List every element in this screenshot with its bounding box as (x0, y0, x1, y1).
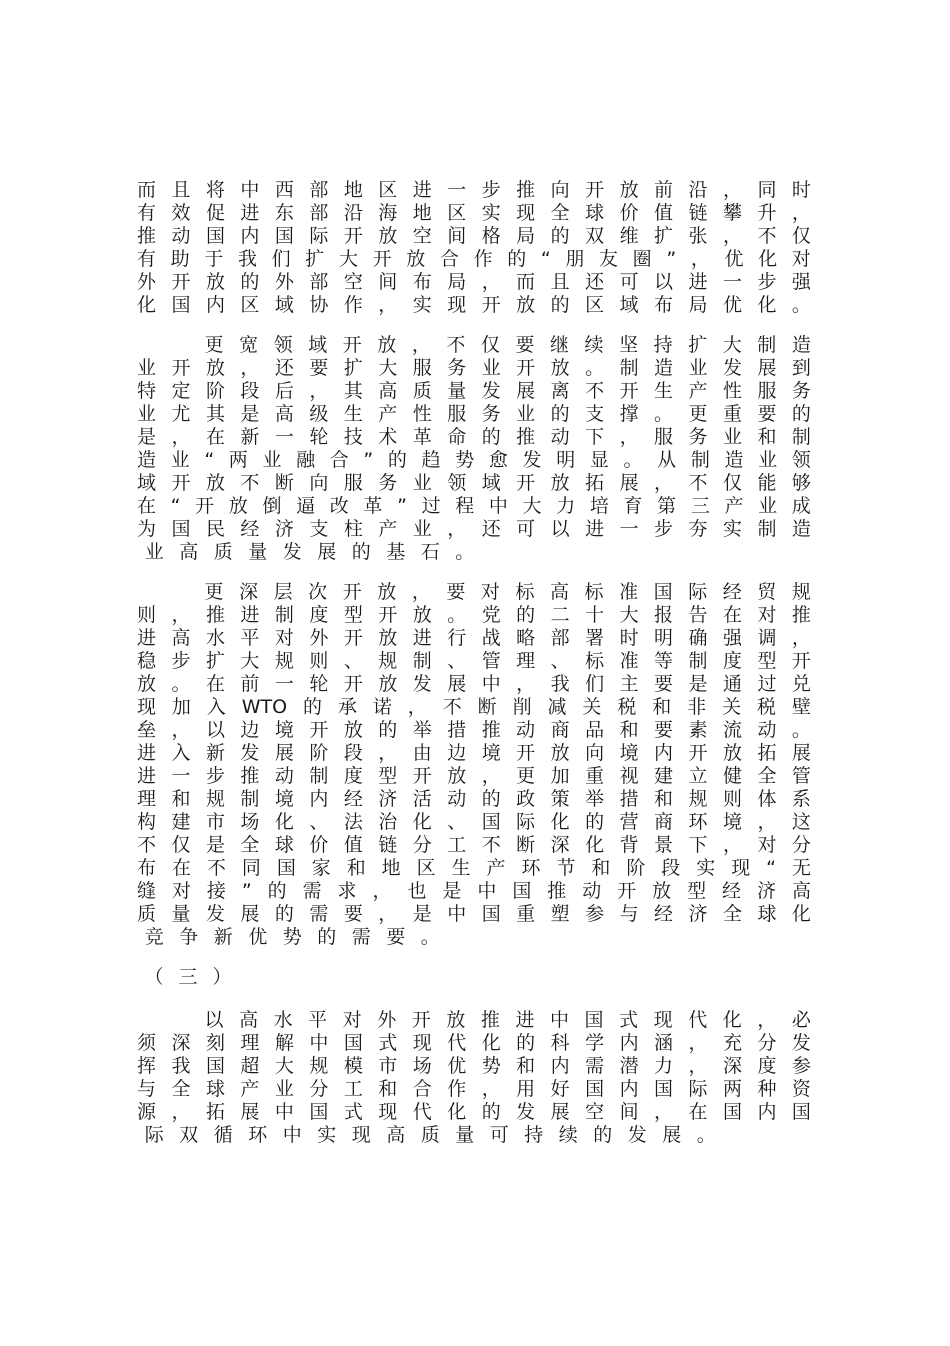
text-line: 构 建 市 场 化 、 法 治 化 、 国 际 化 的 营 商 环 境 ， 这 (137, 811, 811, 833)
text-line: 更 深 层 次 开 放 ， 要 对 标 高 标 准 国 际 经 贸 规 (204, 581, 811, 603)
text-line: 不 仅 是 全 球 价 值 链 分 工 不 断 深 化 背 景 下 ， 对 分 (137, 834, 811, 856)
text-line: 域 开 放 不 断 向 服 务 业 领 域 开 放 拓 展 ， 不 仅 能 够 (137, 472, 811, 494)
text-line: 稳 步 扩 大 规 则 、 规 制 、 管 理 、 标 准 等 制 度 型 开 (137, 650, 811, 672)
text-line: 则 ， 推 进 制 度 型 开 放 。 党 的 二 十 大 报 告 在 对 推 (137, 604, 811, 626)
text-line: 而 且 将 中 西 部 地 区 进 一 步 推 向 开 放 前 沿 ， 同 时 (137, 179, 811, 201)
text-line: 垒 ， 以 边 境 开 放 的 举 措 推 动 商 品 和 要 素 流 动 。 (137, 719, 811, 741)
paragraph-modernization (137, 1009, 811, 1147)
text-line: 有 效 促 进 东 部 沿 海 地 区 实 现 全 球 价 值 链 攀 升 ， (137, 202, 811, 224)
text-line: 进 入 新 发 展 阶 段 ， 由 边 境 开 放 向 境 内 开 放 拓 展 (137, 742, 811, 764)
text-line: 放 。 在 前 一 轮 开 放 发 展 中 ， 我 们 主 要 是 通 过 兑 (137, 673, 811, 695)
text-line: 竞 争 新 优 势 的 需 要 。 (144, 926, 440, 948)
text-line: 与 全 球 产 业 分 工 和 合 作 ， 用 好 国 内 国 际 两 种 资 (137, 1078, 811, 1100)
paragraph-spatial-layout (137, 179, 811, 317)
text-line: 更 宽 领 域 开 放 ， 不 仅 要 继 续 坚 持 扩 大 制 造 (204, 334, 811, 356)
text-line: 业 尤 其 是 高 级 生 产 性 服 务 业 的 支 撑 。 更 重 要 的 (137, 403, 811, 425)
text-line: 造 业 “ 两 业 融 合 ” 的 趋 势 愈 发 明 显 。 从 制 造 业 领 (137, 449, 811, 471)
text-line: 有 助 于 我 们 扩 大 开 放 合 作 的 “ 朋 友 圈 ” ， 优 化 对 (137, 248, 811, 270)
text-line: 在 “ 开 放 倒 逼 改 革 ” 过 程 中 大 力 培 育 第 三 产 业 成 (137, 495, 811, 517)
text-line: 以 高 水 平 对 外 开 放 推 进 中 国 式 现 代 化 ， 必 (204, 1009, 811, 1031)
text-line: 须 深 刻 理 解 中 国 式 现 代 化 的 科 学 内 涵 ， 充 分 发 (137, 1032, 811, 1054)
text-line: 缝 对 接 ” 的 需 求 ， 也 是 中 国 推 动 开 放 型 经 济 高 (137, 880, 811, 902)
text-line: 业 高 质 量 发 展 的 基 石 。 (144, 541, 475, 563)
paragraph-deeper-opening (137, 581, 811, 949)
section-heading: （ 三 ） (144, 966, 232, 988)
text-line: 质 量 发 展 的 需 要 ， 是 中 国 重 塑 参 与 经 济 全 球 化 (137, 903, 811, 925)
text-line: 进 高 水 平 对 外 开 放 进 行 战 略 部 署 时 明 确 强 调 ， (137, 627, 811, 649)
text-line: 推 动 国 内 国 际 开 放 空 间 格 局 的 双 维 扩 张 ， 不 仅 (137, 225, 811, 247)
text-line: 源 ， 拓 展 中 国 式 现 代 化 的 发 展 空 间 ， 在 国 内 国 (137, 1101, 811, 1123)
text-line: 理 和 规 制 境 内 经 济 活 动 的 政 策 举 措 和 规 则 体 系 (137, 788, 811, 810)
paragraph-wider-fields (137, 334, 811, 564)
text-line: 业 开 放 ， 还 要 扩 大 服 务 业 开 放 。 制 造 业 发 展 到 (137, 357, 811, 379)
text-line: 化 国 内 区 域 协 作 ， 实 现 开 放 的 区 域 布 局 优 化 。 (137, 294, 811, 316)
text-line: 布 在 不 同 国 家 和 地 区 生 产 环 节 和 阶 段 实 现 “ 无 (137, 857, 811, 879)
text-line: 为 国 民 经 济 支 柱 产 业 ， 还 可 以 进 一 步 夯 实 制 造 (137, 518, 811, 540)
text-line: 外 开 放 的 外 部 空 间 布 局 ， 而 且 还 可 以 进 一 步 强 (137, 271, 811, 293)
text-line: 是 ， 在 新 一 轮 技 术 革 命 的 推 动 下 ， 服 务 业 和 制 (137, 426, 811, 448)
text-line: 特 定 阶 段 后 ， 其 高 质 量 发 展 离 不 开 生 产 性 服 务 (137, 380, 811, 402)
text-line: 进 一 步 推 动 制 度 型 开 放 ， 更 加 重 视 建 立 健 全 管 (137, 765, 811, 787)
text-line: 际 双 循 环 中 实 现 高 质 量 可 持 续 的 发 展 。 (144, 1124, 716, 1146)
text-line: 挥 我 国 超 大 规 模 市 场 优 势 和 内 需 潜 力 ， 深 度 参 (137, 1055, 811, 1077)
text-line: 现 加 入 WTO 的 承 诺 ， 不 断 削 减 关 税 和 非 关 税 壁 (137, 696, 811, 718)
